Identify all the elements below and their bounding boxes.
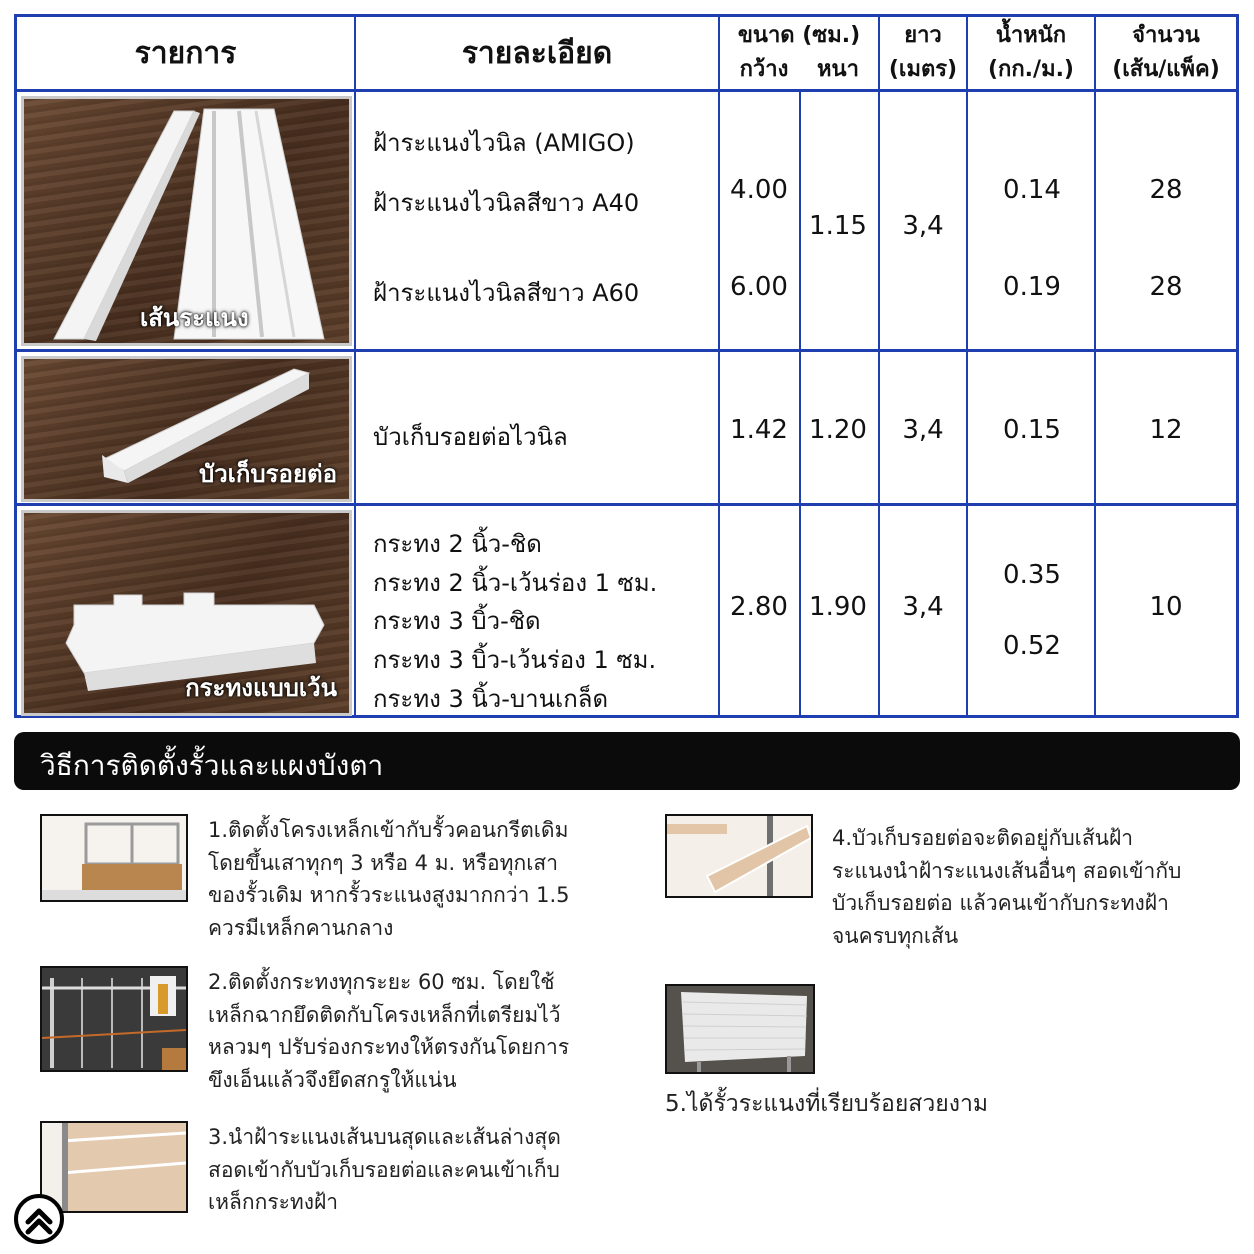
header-size-thick: หนา (817, 57, 859, 82)
chevron-up-icon (18, 1198, 60, 1240)
width-value: 4.00 (730, 175, 788, 205)
weight-value: 0.35 (1003, 560, 1061, 590)
qty-value: 10 (1149, 592, 1183, 622)
step-4-text: 4.บัวเก็บรอยต่อจะติดอยู่กับเส้นฝ้า ระแนงนำฝ้าระแนงเส้นอื่นๆ สอดเข้ากับ บัวเก็บรอยต่อ แล้วคนเข้ากับกระทงฝ้า จนครบทุกเส้น (832, 826, 1182, 948)
column-divider (799, 89, 801, 715)
step-4-image (665, 814, 813, 898)
weight-value: 0.15 (1003, 415, 1061, 445)
install-section-banner (14, 732, 1240, 790)
vinyl-slat-photo (21, 96, 352, 346)
header-length-unit: (เมตร) (888, 57, 958, 82)
product-option: กระทง 2 นิ้ว-เว้นร่อง 1 ซม. (373, 569, 658, 597)
step-1-image (40, 814, 188, 902)
product-name: ฝ้าระแนงไวนิลสีขาว A60 (373, 279, 640, 307)
row-divider (17, 89, 1236, 92)
product-option: กระทง 3 บิ้ว-ชิด (373, 607, 541, 635)
header-weight: น้ำหนัก (995, 23, 1067, 48)
length-value: 3,4 (902, 592, 944, 622)
finished-fence-icon (667, 986, 813, 1072)
step-5-text: 5.ได้รั้วระแนงที่เรียบร้อยสวยงาม (665, 1091, 989, 1117)
bracket-photo (21, 510, 352, 716)
slat-insertion-icon (42, 1123, 186, 1211)
qty-value: 12 (1149, 415, 1183, 445)
trim-molding-photo (21, 356, 352, 502)
weight-value: 0.52 (1003, 631, 1061, 661)
product-name: บัวเก็บรอยต่อไวนิล (373, 423, 568, 451)
product-name: ฝ้าระแนงไวนิลสีขาว A40 (373, 189, 640, 217)
thickness-value: 1.15 (809, 211, 867, 241)
row-divider (17, 503, 1236, 506)
step-2-image (40, 966, 188, 1072)
width-value: 6.00 (730, 272, 788, 302)
scroll-top-button[interactable] (14, 1194, 64, 1244)
qty-value: 28 (1149, 272, 1183, 302)
bracket-installation-icon (42, 968, 186, 1070)
product-table (14, 14, 1239, 718)
header-qty-unit: (เส้น/แพ็ค) (1112, 57, 1220, 82)
column-divider (966, 17, 968, 715)
column-divider (718, 17, 720, 715)
header-qty: จำนวน (1132, 23, 1200, 48)
photo-label: เส้นระแนง (140, 304, 249, 332)
thickness-value: 1.90 (809, 592, 867, 622)
width-value: 2.80 (730, 592, 788, 622)
header-detail: รายละเอียด (461, 35, 613, 71)
weight-value: 0.14 (1003, 175, 1061, 205)
row-divider (17, 349, 1236, 352)
header-item: รายการ (134, 35, 237, 71)
step-2-text: 2.ติดตั้งกระทงทุกระยะ 60 ซม. โดยใช้ เหล็กฉากยึดติดกับโครงเหล็กที่เตรียมไว้ หลวมๆ ปรับร่องกระทงให้ตรงกันโดยการ ขึงเอ็นแล้วจึงยึดสกรูให้แน่น (208, 970, 570, 1092)
header-length: ยาว (904, 23, 942, 48)
header-size: ขนาด (ซม.) (737, 23, 861, 48)
width-value: 1.42 (730, 415, 788, 445)
thickness-value: 1.20 (809, 415, 867, 445)
product-option: กระทง 3 บิ้ว-เว้นร่อง 1 ซม. (373, 646, 657, 674)
product-option: กระทง 3 นิ้ว-บานเกล็ด (373, 685, 609, 713)
photo-label: บัวเก็บรอยต่อ (198, 460, 337, 488)
product-title: ฝ้าระแนงไวนิล (AMIGO) (373, 129, 635, 157)
product-option: กระทง 2 นิ้ว-ชิด (373, 530, 542, 558)
column-divider (878, 17, 880, 715)
length-value: 3,4 (902, 211, 944, 241)
step-3-text: 3.นำฝ้าระแนงเส้นบนสุดและเส้นล่างสุด สอดเข้ากับบัวเก็บรอยต่อและคนเข้าเก็บ เหล็กกระทงฝ้า (208, 1125, 561, 1214)
install-section-title: วิธีการติดตั้งรั้วและแผงบังตา (40, 749, 384, 782)
weight-value: 0.19 (1003, 272, 1061, 302)
qty-value: 28 (1149, 175, 1183, 205)
step-5-image (665, 984, 815, 1074)
step-1-text: 1.ติดตั้งโครงเหล็กเข้ากับรั้วคอนกรีตเดิม โดยขึ้นเสาทุกๆ 3 หรือ 4 ม. หรือทุกเสา ของรั้วเดิม หากรั้วระแนงสูงมากกว่า 1.5 ควรมีเหล็กคานกลาง (208, 818, 570, 940)
steel-frame-icon (42, 816, 186, 900)
length-value: 3,4 (902, 415, 944, 445)
column-divider (1094, 17, 1096, 715)
slat-joint-icon (667, 816, 811, 896)
header-weight-unit: (กก./ม.) (987, 57, 1074, 82)
step-3-image (40, 1121, 188, 1213)
photo-label: กระทงแบบเว้น (185, 674, 337, 702)
column-divider (354, 17, 356, 715)
header-size-width: กว้าง (739, 57, 789, 82)
